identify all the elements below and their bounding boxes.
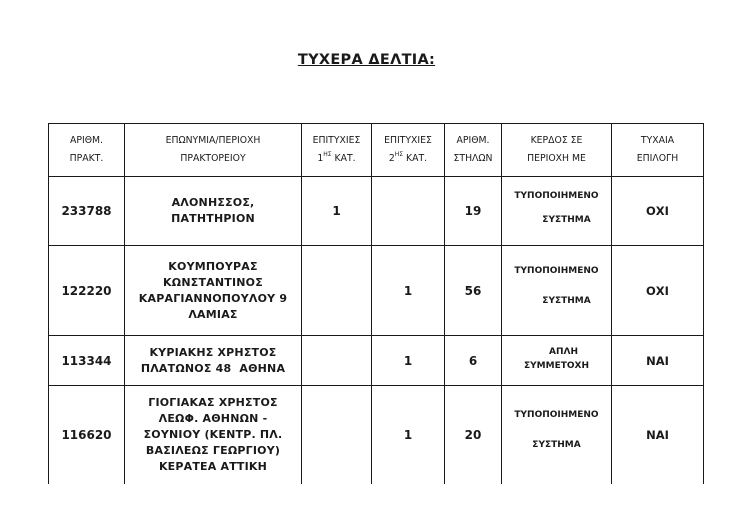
header-second-category-wins: ΕΠΙΤΥΧΙΕΣ $2^{H\Sigma}$ ΚΑΤ. xyxy=(372,124,445,177)
first-category-cell xyxy=(302,246,372,336)
table-row xyxy=(49,246,704,336)
second-category-cell: 1 xyxy=(372,386,445,485)
table-header-row xyxy=(49,124,704,177)
win-type-cell: ΤΥΠΟΠΟΙΗΜΕΝΟ ΣΥΣΤΗΜΑ xyxy=(502,386,612,485)
agency-area-cell: ΓΙΟΓΙΑΚΑΣ ΧΡΗΣΤΟΣ ΛΕΩΦ. ΑΘΗΝΩΝ - ΣΟΥΝΙΟΥ (ΚΕΝΤΡ. ΠΛ. ΒΑΣΙΛΕΩΣ ΓΕΩΡΓΙΟΥ) ΚΕΡΑΤΕΑ ΑΤΤΙΚΗ xyxy=(125,386,302,485)
header-win-type: ΚΕΡΔΟΣ ΣΕ ΠΕΡΙΟΧΗ ΜΕ xyxy=(502,124,612,177)
agency-number-cell: 122220 xyxy=(49,246,125,336)
win-type-cell: ΑΠΛΗ ΣΥΜΜΕΤΟΧΗ xyxy=(502,336,612,386)
header-agency-name-area: ΕΠΩΝΥΜΙΑ/ΠΕΡΙΟΧΗ ΠΡΑΚΤΟΡΕΙΟΥ xyxy=(125,124,302,177)
columns-cell: 6 xyxy=(445,336,502,386)
columns-cell: 19 xyxy=(445,177,502,246)
header-random-pick: ΤΥΧΑΙΑ ΕΠΙΛΟΓΗ xyxy=(612,124,704,177)
table-row xyxy=(49,336,704,386)
first-category-cell: 1 xyxy=(302,177,372,246)
first-category-cell xyxy=(302,336,372,386)
columns-cell: 20 xyxy=(445,386,502,485)
second-category-cell xyxy=(372,177,445,246)
page-title: ΤΥΧΕΡΑ ΔΕΛΤΙΑ: xyxy=(297,52,436,68)
table-row xyxy=(49,177,704,246)
random-pick-cell: ΝΑΙ xyxy=(612,386,704,485)
agency-area-cell: ΚΟΥΜΠΟΥΡΑΣ ΚΩΝΣΤΑΝΤΙΝΟΣ ΚΑΡΑΓΙΑΝΝΟΠΟΥΛΟΥ 9 ΛΑΜΙΑΣ xyxy=(125,246,302,336)
random-pick-cell: ΟΧΙ xyxy=(612,177,704,246)
header-columns-count: ΑΡΙΘΜ. ΣΤΗΛΩΝ xyxy=(445,124,502,177)
table-row xyxy=(49,386,704,485)
columns-cell: 56 xyxy=(445,246,502,336)
agency-number-cell: 116620 xyxy=(49,386,125,485)
agency-area-cell: ΚΥΡΙΑΚΗΣ ΧΡΗΣΤΟΣ ΠΛΑΤΩΝΟΣ 48 ΑΘΗΝΑ xyxy=(125,336,302,386)
random-pick-cell: ΝΑΙ xyxy=(612,336,704,386)
first-category-cell xyxy=(302,386,372,485)
win-type-cell: ΤΥΠΟΠΟΙΗΜΕΝΟ ΣΥΣΤΗΜΑ xyxy=(502,177,612,246)
win-type-cell: ΤΥΠΟΠΟΙΗΜΕΝΟ ΣΥΣΤΗΜΑ xyxy=(502,246,612,336)
header-first-category-wins: ΕΠΙΤΥΧΙΕΣ $1^{H\Sigma}$ ΚΑΤ. xyxy=(302,124,372,177)
agency-area-cell: ΑΛΟΝΗΣΣΟΣ, ΠΑΤΗΤΗΡΙΟΝ xyxy=(125,177,302,246)
header-agency-number: ΑΡΙΘΜ. ΠΡΑΚΤ. xyxy=(49,124,125,177)
second-category-cell: 1 xyxy=(372,246,445,336)
random-pick-cell: ΟΧΙ xyxy=(612,246,704,336)
agency-number-cell: 233788 xyxy=(49,177,125,246)
agency-number-cell: 113344 xyxy=(49,336,125,386)
second-category-cell: 1 xyxy=(372,336,445,386)
winning-tickets-table xyxy=(48,123,704,484)
